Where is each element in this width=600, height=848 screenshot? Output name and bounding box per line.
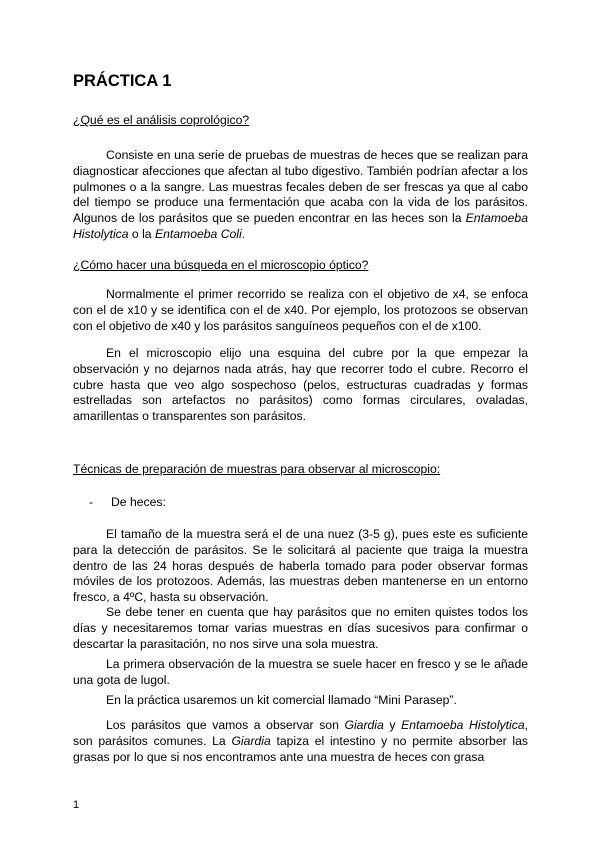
paragraph-text: . [241,226,246,241]
bullet-label: De heces: [111,495,166,509]
bullet-marker: - [89,495,94,509]
paragraph-tamano-muestra: El tamaño de la muestra será el de una nuez (3-5 g), pues este es suficiente para la detección de parásitos. Se le solicitará al paciente que traiga la muestra dentro de las 24 horas después de haberla tomado para poder observar formas móviles de los protozoos. Además, las muestras deben mantenerse en un entorno fresco, a 4ºC, hasta su observación. [73,527,528,605]
paragraph-text: tapiza el intestino y no permite absorber las grasas por lo que si nos encontramos ante una muestra de heces con grasa [73,733,528,764]
italic-term: Entamoeba Histolytica [401,718,525,732]
bullet-item-heces [89,495,166,509]
paragraph-text: Los parásitos que vamos a observar son [106,718,345,732]
italic-term: Giardia [344,718,384,732]
italic-term: Giardia [231,733,271,748]
section-heading-microscopio: ¿Cómo hacer una búsqueda en el microscopio óptico? [73,258,369,272]
section-heading-coprologico: ¿Qué es el análisis coprológico? [73,113,250,127]
paragraph-text: y [383,718,402,732]
italic-term: Entamoeba Histolytica [73,211,528,241]
paragraph-definition [73,148,528,243]
paragraph-text: o la [128,226,155,241]
paragraph-text: , son parásitos comunes. La [73,718,528,748]
paragraph-quistes: Se debe tener en cuenta que hay parásitos que no emiten quistes todos los días y necesitaremos tomar varias muestras en días sucesivos para confirmar o descartar la parasitación, no nos sirve una sola muestra. [73,605,528,651]
paragraph-recorrido: En el microscopio elijo una esquina del cubre por la que empezar la observación y no dejarnos nada atrás, hay que recorrer todo el cubre. Recorro el cubre hasta que veo algo sospechoso (pelos, estructuras cuadradas y formas estrelladas son artefactos no parásitos) como formas circulares, ovaladas, amarillentas o transparentes son parásitos. [73,346,528,424]
paragraph-mini-parasep: En la práctica usaremos un kit comercial llamado “Mini Parasep”. [106,693,457,707]
paragraph-objetivos: Normalmente el primer recorrido se realiza con el objetivo de x4, se enfoca con el de x10 y se identifica con el de x40. Por ejemplo, los protozoos se observan con el objetivo de x40 y los parásitos sanguíneos pequeños con el de x100. [73,287,528,333]
paragraph-text: Consiste en una serie de pruebas de muestras de heces que se realizan para diagnosticar afecciones que afectan al tubo digestivo. También podrían afectar a los pulmones o a la sangre. Las muestras fecales deben de ser frescas ya que al cabo del tiempo se produce una fermentación que acaba con la vida de los parásitos. Algunos de los parásitos que se pueden encontrar en las heces son la [73,148,528,226]
page-number: 1 [73,799,80,811]
section-heading-tecnicas: Técnicas de preparación de muestras para observar al microscopio: [73,462,441,476]
paragraph-parasitos-comunes [73,718,528,765]
paragraph-lugol: La primera observación de la muestra se suele hacer en fresco y se le añade una gota de lugol. [73,657,528,687]
italic-term: Entamoeba Coli [154,226,242,241]
page-title: PRÁCTICA 1 [73,72,172,90]
